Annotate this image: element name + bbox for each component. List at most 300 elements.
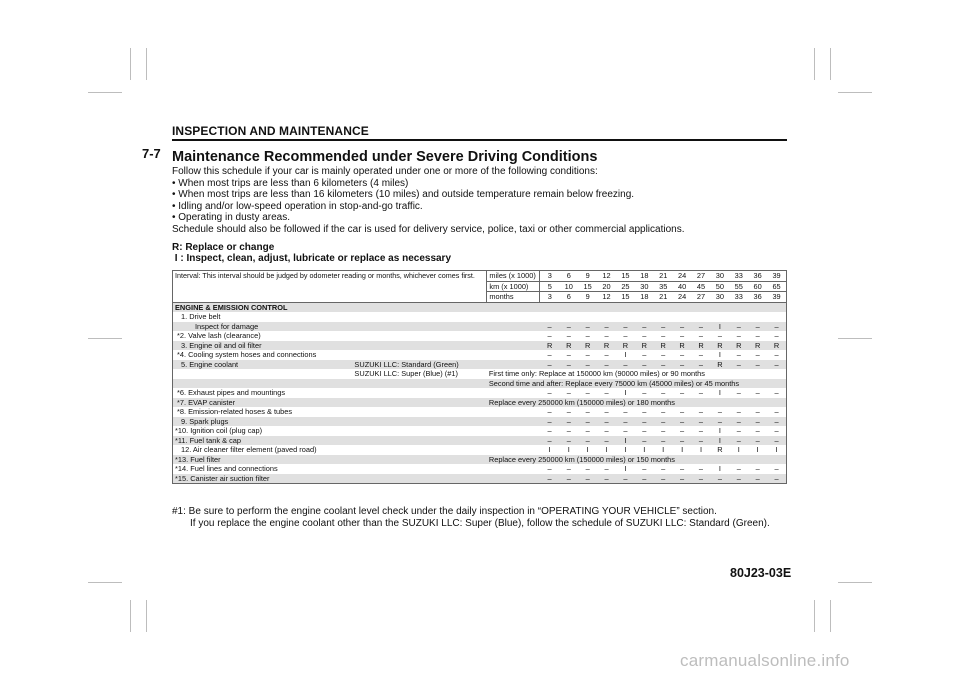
schedule-cell (710, 312, 729, 322)
interval-value: 18 (635, 292, 654, 303)
schedule-cell: R (654, 341, 673, 351)
schedule-cell: – (698, 464, 704, 473)
schedule-cell (767, 312, 786, 322)
schedule-cell: – (755, 464, 760, 473)
interval-value: 33 (729, 271, 748, 282)
schedule-cell: – (604, 464, 609, 473)
schedule-cell: I (718, 464, 721, 473)
schedule-cell: – (710, 417, 729, 427)
crop-mark (146, 48, 147, 80)
legend (172, 242, 787, 265)
interval-value: 3 (540, 292, 559, 303)
schedule-cell: – (755, 388, 760, 397)
schedule-cell: I (662, 445, 665, 454)
interval-value: 20 (597, 281, 616, 292)
table-row (173, 464, 787, 474)
schedule-cell: – (748, 436, 767, 446)
schedule-cell: R (717, 445, 723, 454)
item-label: *4. Cooling system hoses and connections (177, 350, 317, 359)
schedule-cell (729, 312, 748, 322)
schedule-cell: – (654, 322, 673, 332)
item-label: *2. Valve lash (clearance) (177, 331, 261, 340)
interval-value: 55 (729, 281, 748, 292)
schedule-cell: I (605, 445, 608, 454)
schedule-cell: – (698, 388, 704, 397)
schedule-cell: – (680, 350, 685, 359)
schedule-cell: – (540, 436, 559, 446)
item-sub-label (354, 398, 486, 408)
watermark: carmanualsonline.info (680, 651, 850, 670)
schedule-cell: I (548, 445, 551, 454)
item-label: Inspect for damage (173, 322, 355, 332)
schedule-cell: I (616, 436, 635, 446)
schedule-cell: – (597, 474, 616, 484)
interval-unit: km (x 1000) (487, 281, 540, 292)
schedule-cell: R (710, 341, 729, 351)
item-label: 12. Air cleaner filter element (paved road) (181, 445, 317, 454)
schedule-cell: – (547, 426, 552, 435)
schedule-cell: – (635, 322, 654, 332)
schedule-cell: – (774, 426, 779, 435)
item-sub-label (354, 455, 486, 465)
schedule-cell: – (673, 417, 692, 427)
crop-mark (130, 600, 131, 632)
schedule-cell: – (774, 464, 779, 473)
schedule-cell: – (692, 360, 711, 370)
schedule-cell: – (585, 331, 590, 340)
interval-value: 27 (692, 292, 711, 303)
interval-value: 21 (654, 292, 673, 303)
item-label: *14. Fuel lines and connections (175, 464, 278, 473)
table-row (173, 474, 787, 484)
schedule-cell: – (547, 407, 552, 416)
schedule-cell: I (718, 388, 721, 397)
interval-value: 15 (616, 271, 635, 282)
interval-value: 45 (692, 281, 711, 292)
item-label: *7. EVAP canister (173, 398, 355, 408)
item-sub-label (354, 417, 486, 427)
table-row (173, 398, 787, 408)
item-sub-label (354, 312, 486, 322)
item-sub-label (354, 445, 486, 455)
section-header: INSPECTION AND MAINTENANCE (172, 124, 369, 138)
schedule-cell (673, 312, 692, 322)
conditions-list (172, 178, 787, 224)
schedule-cell: – (767, 360, 786, 370)
schedule-cell: R (616, 341, 635, 351)
schedule-cell: I (567, 445, 570, 454)
schedule-cell: I (681, 445, 684, 454)
schedule-cell: – (635, 474, 654, 484)
interval-value: 15 (578, 281, 597, 292)
legend-inspect: I : Inspect, clean, adjust, lubricate or replace as necessary (172, 253, 452, 265)
table-row (173, 369, 787, 379)
table-row (173, 417, 787, 427)
interval-value: 50 (710, 281, 729, 292)
item-sub-label (354, 331, 486, 341)
schedule-cell: – (698, 331, 704, 340)
item-interval-text: Replace every 250000 km (150000 miles) or 150 months (487, 455, 787, 465)
schedule-cell: – (654, 474, 673, 484)
crop-mark (146, 600, 147, 632)
interval-value: 30 (710, 271, 729, 282)
maintenance-schedule-table (172, 270, 787, 484)
schedule-cell: – (559, 436, 578, 446)
schedule-cell: – (767, 474, 786, 484)
schedule-cell: – (736, 350, 741, 359)
schedule-cell: – (604, 388, 609, 397)
schedule-cell: – (755, 407, 760, 416)
item-sub-label (354, 407, 486, 417)
unit-spacer (487, 407, 540, 417)
table-row (173, 350, 787, 360)
schedule-cell: – (698, 407, 704, 416)
schedule-cell: I (586, 445, 589, 454)
schedule-cell: – (540, 474, 559, 484)
interval-value: 35 (654, 281, 673, 292)
unit-spacer (487, 360, 540, 370)
crop-mark (88, 582, 122, 583)
item-label: 1. Drive belt (181, 312, 221, 321)
page-number: 7-7 (142, 146, 161, 161)
schedule-cell: – (736, 407, 741, 416)
schedule-cell: – (585, 350, 590, 359)
interval-header-row (173, 271, 787, 282)
unit-spacer (487, 341, 540, 351)
schedule-cell: R (578, 341, 597, 351)
crop-mark (814, 600, 815, 632)
schedule-cell: – (680, 331, 685, 340)
item-label (173, 369, 355, 379)
schedule-cell: – (680, 464, 685, 473)
unit-spacer (487, 312, 540, 322)
crop-mark (838, 92, 872, 93)
schedule-cell: – (774, 350, 779, 359)
legend-replace: R: Replace or change (172, 241, 275, 253)
schedule-cell: – (729, 360, 748, 370)
schedule-cell: – (578, 417, 597, 427)
item-sub-label (354, 322, 486, 332)
schedule-cell: – (578, 474, 597, 484)
interval-value: 5 (540, 281, 559, 292)
schedule-cell: – (673, 322, 692, 332)
schedule-cell: I (643, 445, 646, 454)
table-row (173, 436, 787, 446)
schedule-cell (635, 312, 654, 322)
interval-value: 39 (767, 271, 786, 282)
interval-value: 39 (767, 292, 786, 303)
schedule-cell: – (642, 388, 647, 397)
schedule-cell: – (547, 464, 552, 473)
item-label: *13. Fuel filter (173, 455, 355, 465)
interval-value: 33 (729, 292, 748, 303)
table-row (173, 331, 787, 341)
interval-value: 6 (559, 292, 578, 303)
schedule-cell: – (642, 407, 647, 416)
schedule-cell: – (698, 426, 704, 435)
interval-value: 10 (559, 281, 578, 292)
schedule-cell: – (717, 331, 722, 340)
item-label (173, 379, 355, 389)
schedule-cell: – (654, 360, 673, 370)
schedule-cell: – (623, 331, 628, 340)
schedule-cell: – (661, 331, 666, 340)
item-label: *6. Exhaust pipes and mountings (177, 388, 286, 397)
schedule-cell: – (585, 464, 590, 473)
crop-mark (830, 600, 831, 632)
schedule-cell: – (540, 322, 559, 332)
unit-spacer (487, 331, 540, 341)
schedule-cell: – (635, 436, 654, 446)
schedule-cell: – (635, 417, 654, 427)
schedule-cell: I (737, 445, 740, 454)
condition-item: • Operating in dusty areas. (172, 212, 787, 224)
item-sub-label (354, 436, 486, 446)
schedule-cell: – (578, 436, 597, 446)
interval-value: 36 (748, 271, 767, 282)
interval-value: 30 (710, 292, 729, 303)
schedule-cell: – (540, 360, 559, 370)
schedule-cell: – (654, 417, 673, 427)
schedule-cell: R (559, 341, 578, 351)
schedule-cell: – (680, 388, 685, 397)
schedule-cell: – (597, 417, 616, 427)
item-label: 5. Engine coolant (173, 360, 355, 370)
item-sub-label (354, 464, 486, 474)
item-sub-label (354, 388, 486, 398)
schedule-cell: – (692, 322, 711, 332)
schedule-cell: – (710, 474, 729, 484)
unit-spacer (487, 474, 540, 484)
item-label: *8. Emission-related hoses & tubes (177, 407, 293, 416)
item-label: 3. Engine oil and oil filter (173, 341, 355, 351)
schedule-cell: – (635, 360, 654, 370)
header-rule (172, 139, 787, 141)
schedule-cell: – (616, 322, 635, 332)
schedule-cell: – (673, 474, 692, 484)
schedule-cell: – (604, 350, 609, 359)
schedule-cell: – (661, 426, 666, 435)
unit-spacer (487, 445, 540, 455)
table-row (173, 388, 787, 398)
interval-value: 18 (635, 271, 654, 282)
schedule-cell: – (673, 436, 692, 446)
schedule-cell: – (623, 426, 628, 435)
schedule-cell: – (578, 322, 597, 332)
schedule-cell: – (566, 426, 571, 435)
schedule-cell: – (604, 426, 609, 435)
schedule-cell: – (623, 407, 628, 416)
interval-value: 3 (540, 271, 559, 282)
schedule-cell: – (547, 350, 552, 359)
interval-value: 15 (616, 292, 635, 303)
schedule-cell: R (710, 360, 729, 370)
schedule-cell: – (540, 417, 559, 427)
schedule-cell: – (566, 464, 571, 473)
schedule-cell: I (699, 445, 703, 454)
item-label: 9. Spark plugs (173, 417, 355, 427)
schedule-cell (748, 312, 767, 322)
item-interval-text: Replace every 250000 km (150000 miles) or 180 months (487, 398, 787, 408)
schedule-cell (559, 312, 578, 322)
schedule-cell: – (547, 388, 552, 397)
schedule-cell: – (755, 426, 760, 435)
table-row (173, 312, 787, 322)
interval-value: 25 (616, 281, 635, 292)
schedule-cell: – (729, 417, 748, 427)
schedule-cell: – (661, 350, 666, 359)
interval-unit: months (487, 292, 540, 303)
unit-spacer (487, 417, 540, 427)
interval-value: 27 (692, 271, 711, 282)
schedule-note: Schedule should also be followed if the car is used for delivery service, police, taxi or other commercial applications. (172, 223, 685, 235)
interval-value: 12 (597, 292, 616, 303)
schedule-cell: R (692, 341, 711, 351)
interval-value: 30 (635, 281, 654, 292)
schedule-cell: R (635, 341, 654, 351)
schedule-cell: – (642, 331, 647, 340)
crop-mark (838, 338, 872, 339)
schedule-cell: – (692, 417, 711, 427)
schedule-cell: – (547, 331, 552, 340)
table-row (173, 455, 787, 465)
item-label: *10. Ignition coil (plug cap) (175, 426, 263, 435)
schedule-cell (654, 312, 673, 322)
schedule-cell: – (736, 426, 741, 435)
schedule-cell (540, 312, 559, 322)
schedule-cell: – (597, 436, 616, 446)
schedule-cell: – (729, 322, 748, 332)
schedule-cell: – (748, 322, 767, 332)
footnote-line: If you replace the engine coolant other than the SUZUKI LLC: Super (Blue), follow the schedule of SUZUKI LLC: Standard (Green). (190, 517, 770, 529)
condition-item: • Idling and/or low-speed operation in stop-and-go traffic. (172, 201, 787, 213)
schedule-cell: – (680, 407, 685, 416)
schedule-cell: – (774, 331, 779, 340)
unit-spacer (487, 388, 540, 398)
schedule-cell: – (559, 474, 578, 484)
interval-value: 24 (673, 271, 692, 282)
category-row (173, 302, 787, 312)
schedule-cell: – (736, 464, 741, 473)
unit-spacer (487, 322, 540, 332)
schedule-cell: I (710, 436, 729, 446)
schedule-cell: – (604, 331, 609, 340)
schedule-cell: – (717, 407, 722, 416)
condition-item: • When most trips are less than 16 kilometers (10 miles) and outside temperature remain below freezing. (172, 189, 787, 201)
schedule-cell: – (597, 360, 616, 370)
schedule-cell: – (559, 322, 578, 332)
item-sub-label (354, 379, 486, 389)
interval-value: 12 (597, 271, 616, 282)
schedule-cell: R (748, 341, 767, 351)
crop-mark (814, 48, 815, 80)
schedule-cell: – (559, 417, 578, 427)
interval-value: 36 (748, 292, 767, 303)
intro-text: Follow this schedule if your car is mainly operated under one or more of the following conditions: (172, 166, 598, 177)
item-sub-label: SUZUKI LLC: Standard (Green) (354, 360, 486, 370)
schedule-cell: – (616, 417, 635, 427)
item-label: *11. Fuel tank & cap (173, 436, 355, 446)
schedule-cell: – (661, 388, 666, 397)
schedule-cell (616, 312, 635, 322)
schedule-cell: – (578, 360, 597, 370)
table-row (173, 407, 787, 417)
table-row (173, 360, 787, 370)
schedule-cell: – (661, 464, 666, 473)
unit-spacer (487, 426, 540, 436)
schedule-cell: – (755, 350, 760, 359)
interval-value: 65 (767, 281, 786, 292)
unit-spacer (487, 350, 540, 360)
schedule-cell: – (748, 417, 767, 427)
schedule-cell: – (597, 322, 616, 332)
item-sub-label (354, 426, 486, 436)
interval-description: Interval: This interval should be judged by odometer reading or months, whichever comes first. (173, 271, 487, 303)
schedule-cell: – (642, 350, 647, 359)
unit-spacer (487, 436, 540, 446)
schedule-cell (597, 312, 616, 322)
crop-mark (838, 582, 872, 583)
footnotes (172, 506, 792, 529)
schedule-cell: – (616, 360, 635, 370)
schedule-cell: I (756, 445, 759, 454)
interval-value: 40 (673, 281, 692, 292)
schedule-cell: – (767, 322, 786, 332)
item-sub-label (354, 341, 486, 351)
item-sub-label (354, 474, 486, 484)
schedule-cell: – (585, 388, 590, 397)
crop-mark (88, 92, 122, 93)
table-row (173, 445, 787, 455)
schedule-cell: – (680, 426, 685, 435)
schedule-cell: I (718, 426, 721, 435)
schedule-cell: – (698, 350, 704, 359)
item-sub-label (354, 350, 486, 360)
schedule-cell (692, 312, 711, 322)
schedule-cell (578, 312, 597, 322)
schedule-cell: – (736, 331, 741, 340)
item-interval-text: First time only: Replace at 150000 km (90000 miles) or 90 months (488, 369, 705, 378)
schedule-cell: – (661, 407, 666, 416)
schedule-cell: – (585, 407, 590, 416)
schedule-cell: – (692, 436, 711, 446)
schedule-cell: R (767, 341, 786, 351)
schedule-cell: R (540, 341, 559, 351)
item-sub-label: SUZUKI LLC: Super (Blue) (#1) (354, 369, 458, 378)
document-code: 80J23-03E (730, 566, 792, 580)
schedule-cell: – (774, 407, 779, 416)
schedule-cell: – (767, 417, 786, 427)
schedule-cell: I (624, 388, 627, 397)
schedule-cell: – (654, 436, 673, 446)
interval-value: 9 (578, 271, 597, 282)
schedule-cell: – (755, 331, 760, 340)
interval-value: 60 (748, 281, 767, 292)
schedule-cell: – (566, 407, 571, 416)
schedule-cell: I (624, 445, 627, 454)
schedule-cell: R (673, 341, 692, 351)
schedule-cell: I (624, 350, 627, 359)
interval-value: 9 (578, 292, 597, 303)
schedule-cell: I (775, 445, 778, 454)
schedule-cell: – (566, 331, 571, 340)
interval-value: 6 (559, 271, 578, 282)
schedule-cell: – (616, 474, 635, 484)
schedule-cell: – (767, 436, 786, 446)
unit-spacer (487, 464, 540, 474)
table-row (173, 341, 787, 351)
item-interval-text: Second time and after: Replace every 75000 km (45000 miles) or 45 months (487, 379, 787, 389)
